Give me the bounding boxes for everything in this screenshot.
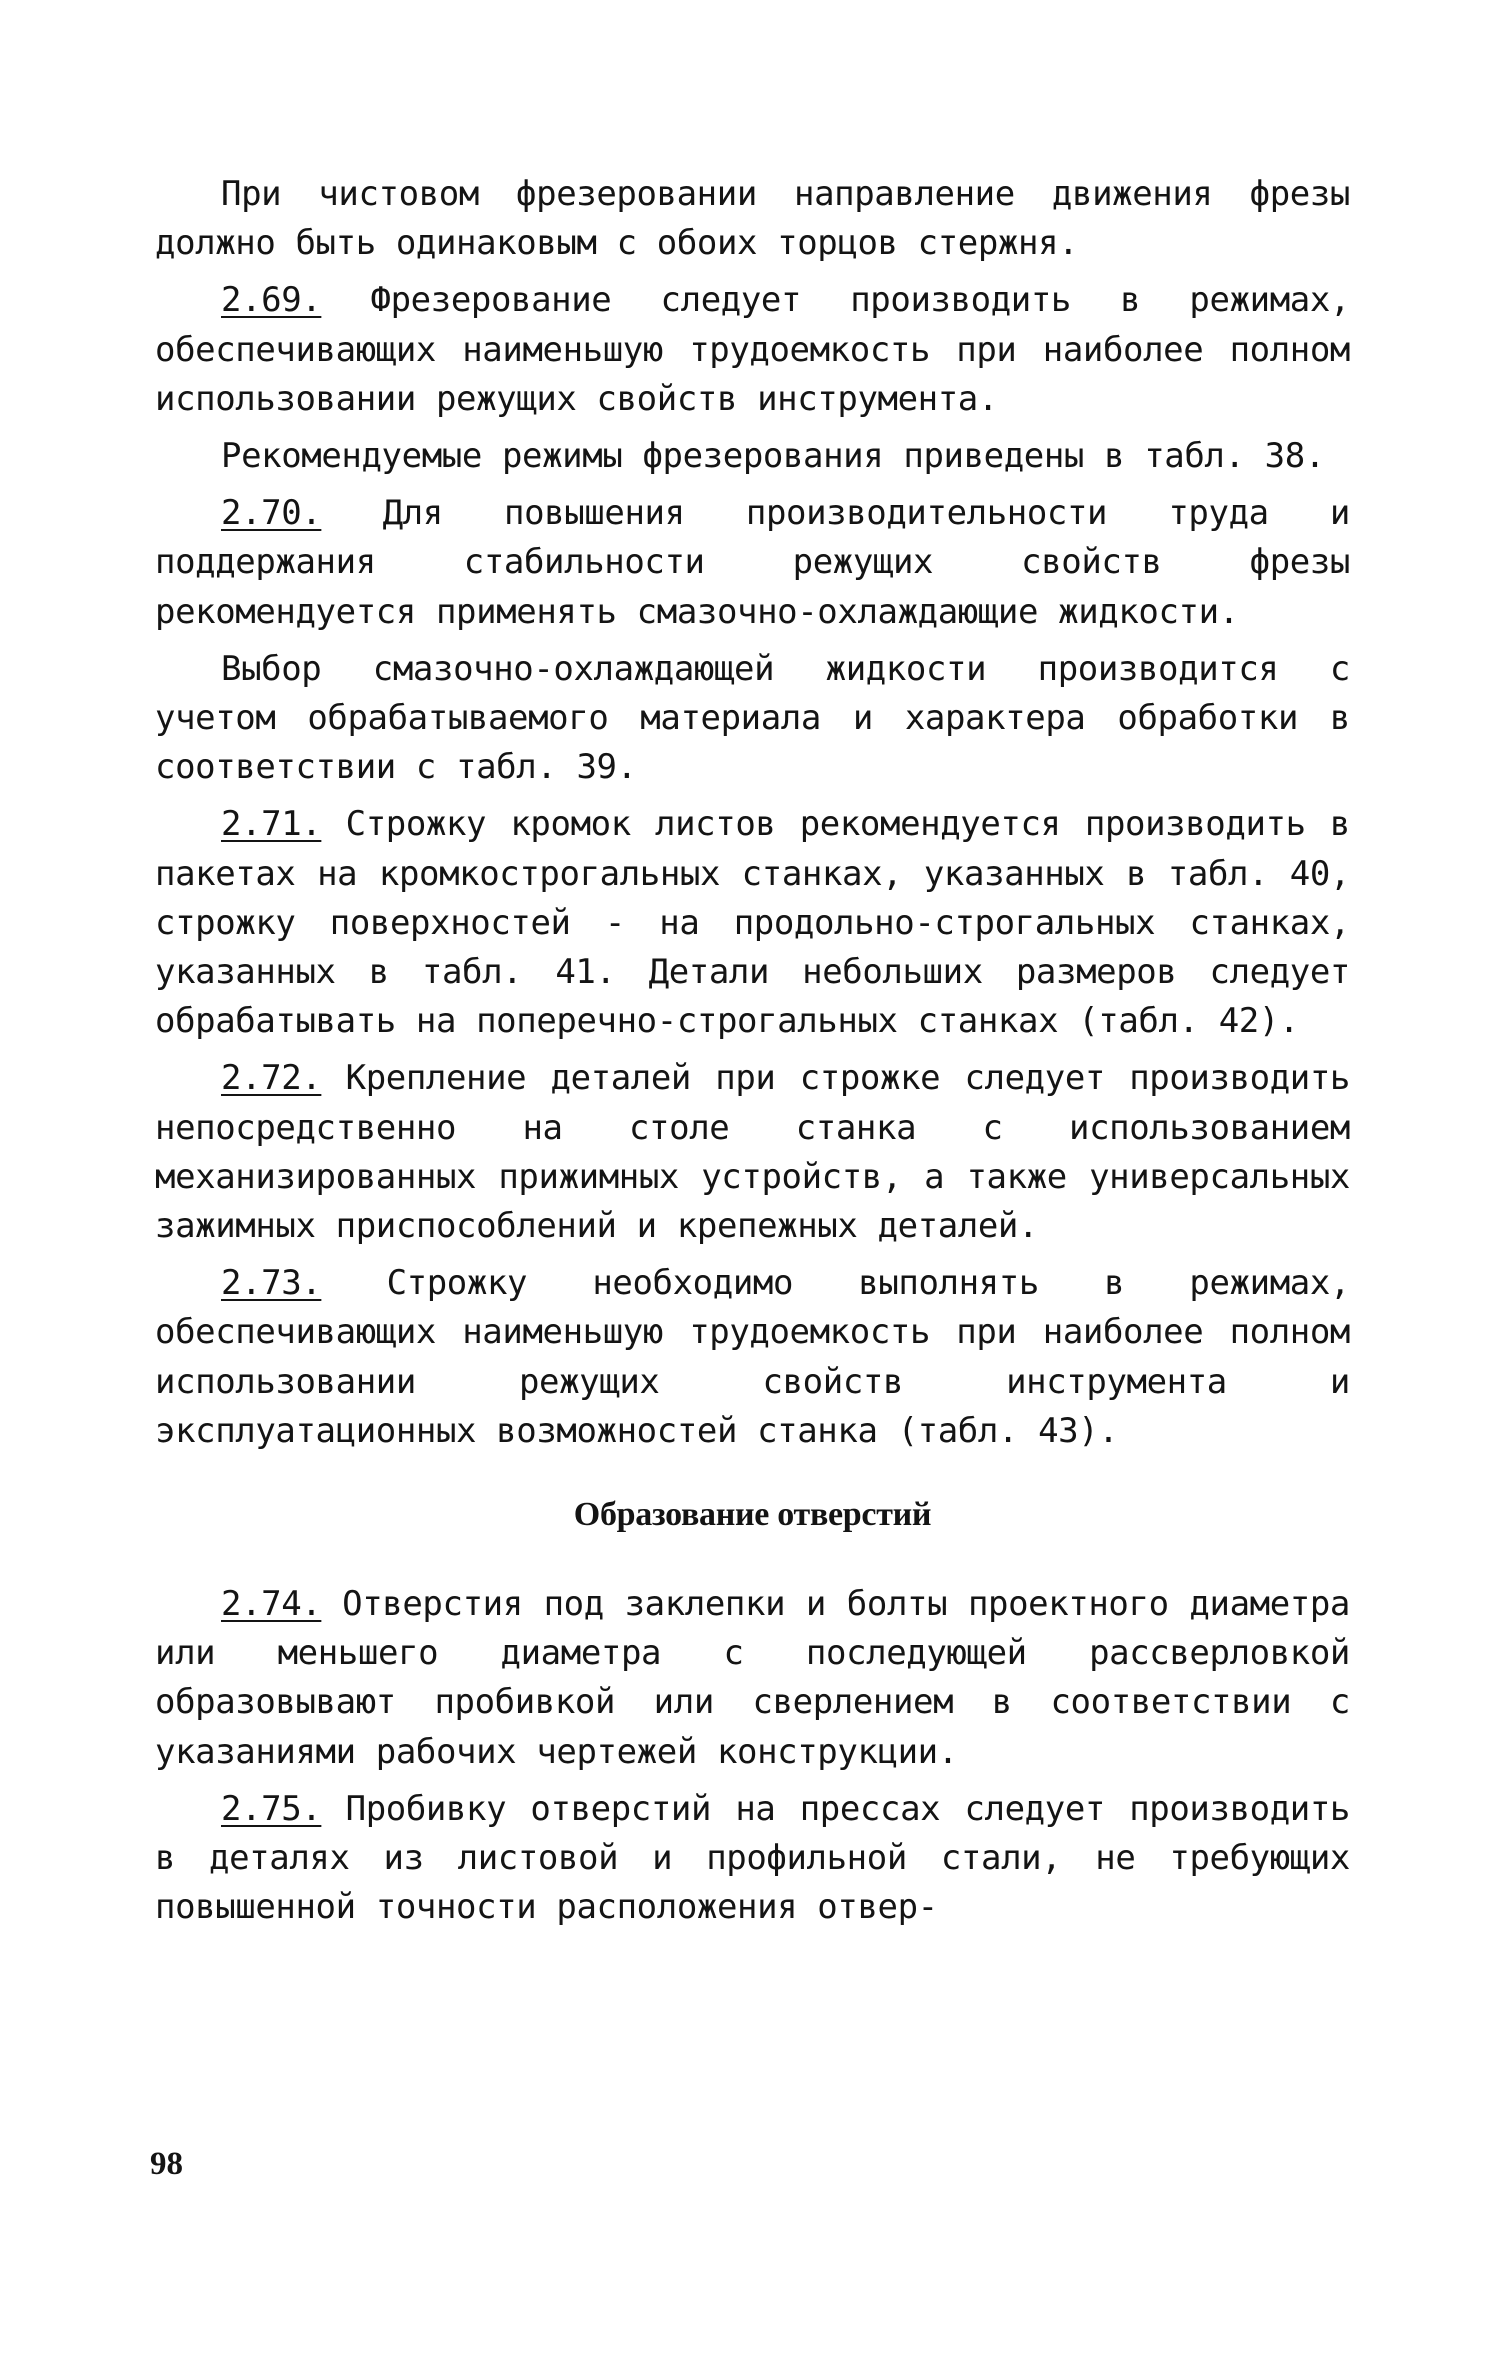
- paragraph-text: Строжку кромок листов рекомендуется производить в пакетах на кромкострогальных станках, указанных в табл. 40, строжку поверхностей - на продольно-строгальных станках, указанных в табл. 41. Детали небольших размеров следует обрабатывать на поперечно-строгальных станках (табл. 42).: [155, 804, 1350, 1042]
- clause-number: 2.71.: [221, 804, 322, 845]
- paragraph-text: Пробивку отверстий на прессах следует производить в деталях из листовой и профильной стали, не требующих повышенной точности расположения отвер-: [155, 1788, 1350, 1928]
- paragraph-2-69: [155, 276, 1350, 424]
- clause-number: 2.69.: [221, 280, 322, 321]
- clause-number: 2.73.: [221, 1263, 322, 1304]
- paragraph-text: Фрезерование следует производить в режимах, обеспечивающих наименьшую трудоемкость при наиболее полном использовании режущих свойств инструмента.: [155, 280, 1350, 419]
- paragraph-2-74: [155, 1580, 1350, 1777]
- paragraph-2-75: [155, 1785, 1350, 1933]
- paragraph-2-71: [155, 800, 1350, 1046]
- paragraph-text: При чистовом фрезеровании направление движения фрезы должно быть одинаковым с обоих торцов стержня.: [155, 174, 1350, 264]
- paragraph-2-70: [155, 489, 1350, 637]
- paragraph-text: Строжку необходимо выполнять в режимах, обеспечивающих наименьшую трудоемкость при наиболее полном использовании режущих свойств инструмента и эксплуатационных возможностей станка (табл. 43).: [155, 1263, 1350, 1451]
- clause-number: 2.72.: [221, 1058, 322, 1099]
- paragraph-2-73: [155, 1259, 1350, 1456]
- clause-number: 2.74.: [221, 1584, 322, 1625]
- clause-number: 2.75.: [221, 1788, 322, 1829]
- paragraph-text: Отверстия под заклепки и болты проектного диаметра или меньшего диаметра с последующей рассверловкой образовывают пробивкой или сверлением в соответствии с указаниями рабочих чертежей конструкции.: [155, 1584, 1350, 1772]
- paragraph-text: Для повышения производительности труда и поддержания стабильности режущих свойств фрезы рекомендуется применять смазочно-охлаждающие жидкости.: [155, 493, 1350, 632]
- section-heading: Образование отверстий: [573, 1496, 932, 1534]
- paragraph-text: Рекомендуемые режимы фрезерования приведены в табл. 38.: [221, 436, 1325, 477]
- paragraph-text: Выбор смазочно-охлаждающей жидкости производится с учетом обрабатываемого материала и характера обработки в соответствии с табл. 39.: [155, 648, 1350, 788]
- clause-number: 2.70.: [221, 493, 322, 534]
- page-body: [155, 170, 1350, 1941]
- paragraph-coolant-choice: [155, 645, 1350, 793]
- paragraph-text: Крепление деталей при строжке следует производить непосредственно на столе станка с использованием механизированных прижимных устройств, а также универсальных зажимных приспособлений и крепежных деталей.: [155, 1058, 1350, 1247]
- page-number: 98: [150, 2146, 183, 2182]
- paragraph-recommended-modes: [155, 432, 1350, 481]
- paragraph-2-72: [155, 1054, 1350, 1251]
- paragraph-milling-direction: [155, 170, 1350, 268]
